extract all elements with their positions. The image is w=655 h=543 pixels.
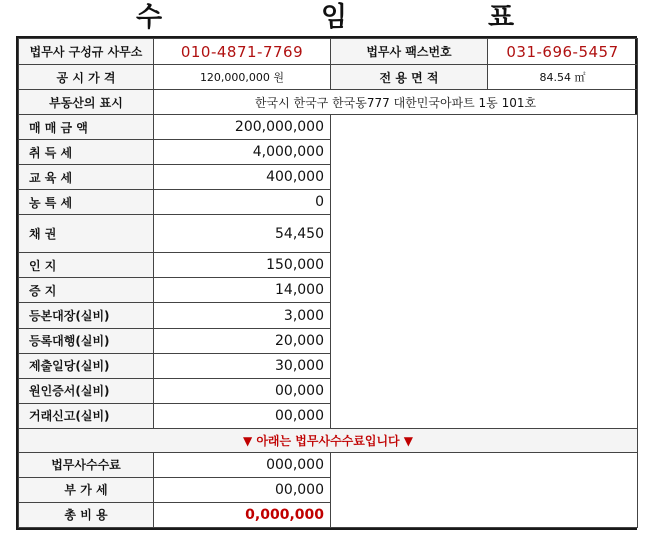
- fax-label: 법무사 팩스번호: [331, 39, 488, 65]
- fax-number: 031-696-5457: [488, 39, 638, 65]
- fee-table: [16, 36, 637, 530]
- header-row: [19, 39, 638, 65]
- fee-label: 부 가 세: [19, 477, 154, 502]
- item-value: 20,000: [154, 328, 331, 353]
- area-label: 전 용 면 적: [331, 65, 488, 90]
- item-label: 교 육 세: [19, 165, 154, 190]
- item-value: 4,000,000: [154, 140, 331, 165]
- item-value: 14,000: [154, 278, 331, 303]
- property-value: 한국시 한국구 한국동777 대한민국아파트 1동 101호: [154, 90, 638, 115]
- item-label: 취 득 세: [19, 140, 154, 165]
- title-char-1: 수: [136, 2, 163, 33]
- document-title: [18, 0, 635, 36]
- item-value: 30,000: [154, 353, 331, 378]
- item-label: 등본대장(실비): [19, 303, 154, 328]
- item-value: 400,000: [154, 165, 331, 190]
- table-row: [19, 115, 638, 140]
- item-label: 농 특 세: [19, 190, 154, 215]
- item-value: 54,450: [154, 215, 331, 253]
- item-value: 150,000: [154, 253, 331, 278]
- price-label: 공 시 가 격: [19, 65, 154, 90]
- property-label: 부동산의 표시: [19, 90, 154, 115]
- title-char-2: 임: [321, 2, 348, 33]
- fee-value: 000,000: [154, 452, 331, 477]
- fee-notice: ▼ 아래는 법무사수수료입니다 ▼: [19, 428, 638, 452]
- fee-label: 법무사수수료: [19, 452, 154, 477]
- table-row: [19, 452, 638, 477]
- item-label: 등록대행(실비): [19, 328, 154, 353]
- item-label: 거래신고(실비): [19, 403, 154, 428]
- blank-area: [331, 115, 638, 429]
- item-value: 00,000: [154, 378, 331, 403]
- property-row: [19, 90, 638, 115]
- item-value: 0: [154, 190, 331, 215]
- item-value: 00,000: [154, 403, 331, 428]
- price-value: 120,000,000 원: [154, 65, 331, 90]
- price-row: [19, 65, 638, 90]
- item-label: 제출일당(실비): [19, 353, 154, 378]
- item-label: 인 지: [19, 253, 154, 278]
- office-label: 법무사 구성규 사무소: [19, 39, 154, 65]
- notice-row: [19, 428, 638, 452]
- item-value: 3,000: [154, 303, 331, 328]
- total-label: 총 비 용: [19, 502, 154, 527]
- item-label: 매 매 금 액: [19, 115, 154, 140]
- total-value: 0,000,000: [154, 502, 331, 527]
- item-label: 증 지: [19, 278, 154, 303]
- item-value: 200,000,000: [154, 115, 331, 140]
- office-phone: 010-4871-7769: [154, 39, 331, 65]
- item-label: 채 권: [19, 215, 154, 253]
- fee-value: 00,000: [154, 477, 331, 502]
- title-char-3: 표: [488, 2, 515, 33]
- blank-area: [331, 452, 638, 527]
- area-value: 84.54 ㎡: [488, 65, 638, 90]
- item-label: 원인증서(실비): [19, 378, 154, 403]
